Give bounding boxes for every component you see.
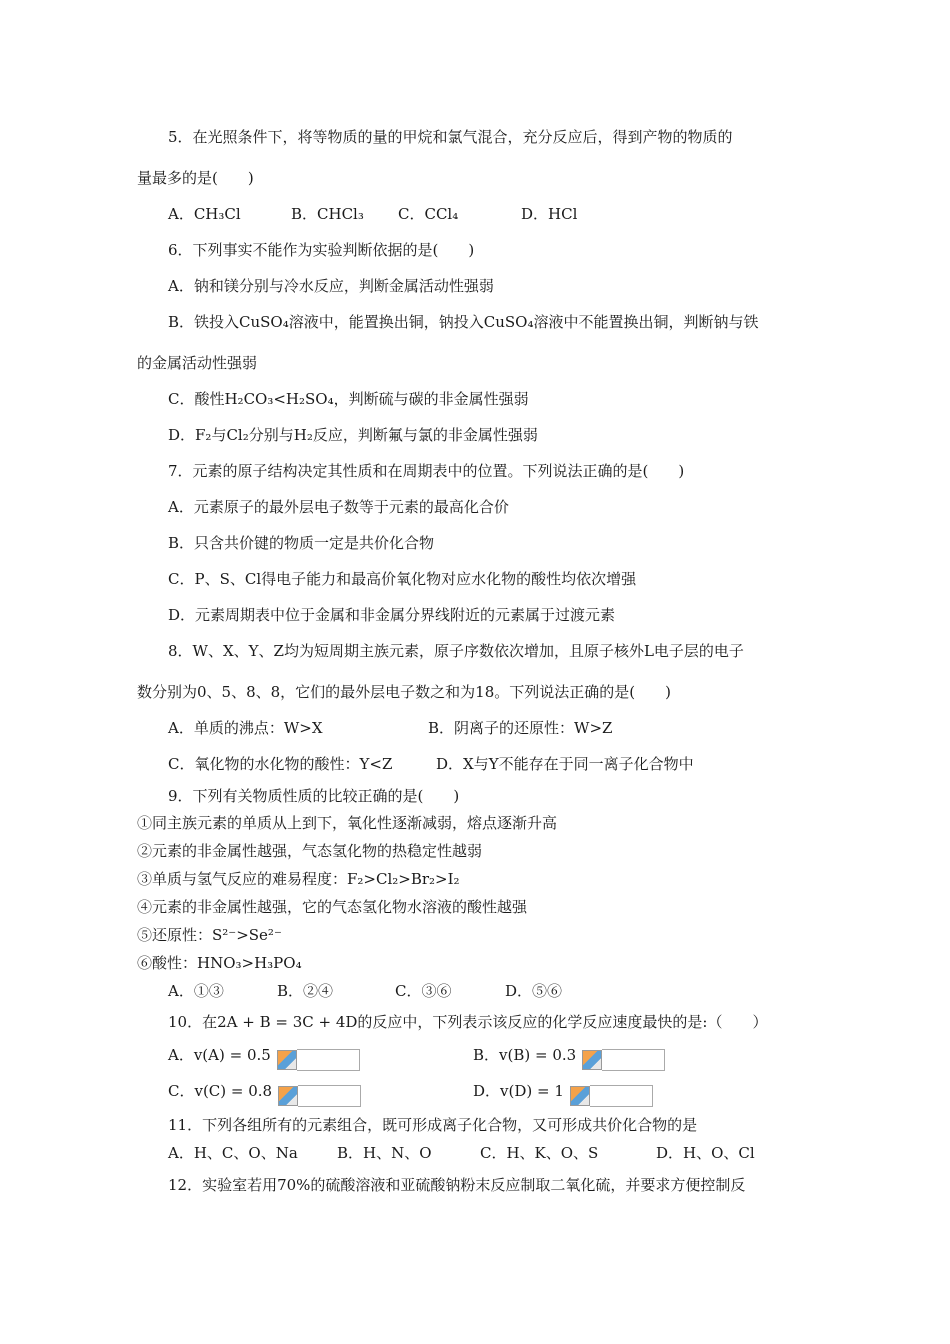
q5-stem-line2: 量最多的是( ) [137, 169, 254, 187]
q10-option-c [168, 1081, 361, 1107]
q8-option-d: D．X与Y不能存在于同一离子化合物中 [436, 755, 694, 773]
q5-stem-line1: 5．在光照条件下，将等物质的量的甲烷和氯气混合，充分反应后，得到产物的物质的 [168, 128, 733, 146]
q7-option-d: D．元素周期表中位于金属和非金属分界线附近的元素属于过渡元素 [168, 606, 616, 624]
q8-option-c: C．氧化物的水化物的酸性：Y<Z [168, 755, 393, 773]
q6-option-c: C．酸性H₂CO₃<H₂SO₄，判断硫与碳的非金属性强弱 [168, 390, 529, 408]
q11-option-a: A．H、C、O、Na [168, 1144, 298, 1162]
q6-option-b-line1: B．铁投入CuSO₄溶液中，能置换出铜，钠投入CuSO₄溶液中不能置换出铜，判断钠与铁 [168, 313, 759, 331]
q8-stem-line1: 8．W、X、Y、Z均为短周期主族元素，原子序数依次增加，且原子核外L电子层的电子 [168, 642, 744, 660]
q10-option-a-text: A．v(A) = 0.5 [168, 1046, 271, 1064]
q8-stem-line2: 数分别为0、5、8、8，它们的最外层电子数之和为18。下列说法正确的是( ) [137, 683, 671, 701]
q10-stem: 10．在2A + B = 3C + 4D的反应中，下列表示该反应的化学反应速度最快的是:（ ） [168, 1013, 768, 1031]
q10-option-d-text: D．v(D) = 1 [473, 1082, 564, 1100]
q5-option-d: D．HCl [521, 205, 578, 223]
q6-option-b-line2: 的金属活动性强弱 [137, 354, 258, 372]
q11-option-b: B．H、N、O [337, 1144, 432, 1162]
q8-option-b: B．阴离子的还原性：W>Z [428, 719, 613, 737]
q12-stem: 12．实验室若用70%的硫酸溶液和亚硫酸钠粉末反应制取二氧化硫，并要求方便控制反 [168, 1176, 746, 1194]
q9-statement-2: ②元素的非金属性越强，气态氢化物的热稳定性越弱 [137, 842, 483, 860]
broken-image-icon [277, 1049, 360, 1071]
q10-option-b-text: B．v(B) = 0.3 [473, 1046, 577, 1064]
q5-option-a: A．CH₃Cl [168, 205, 241, 223]
q9-statement-1: ①同主族元素的单质从上到下，氧化性逐渐减弱，熔点逐渐升高 [137, 814, 558, 832]
q8-option-a: A．单质的沸点：W>X [168, 719, 323, 737]
q6-option-d: D．F₂与Cl₂分别与H₂反应，判断氟与氯的非金属性强弱 [168, 426, 538, 444]
q11-option-c: C．H、K、O、S [480, 1144, 599, 1162]
q9-statement-3: ③单质与氢气反应的难易程度：F₂>Cl₂>Br₂>I₂ [137, 870, 460, 888]
q11-stem: 11．下列各组所有的元素组合，既可形成离子化合物，又可形成共价化合物的是 [168, 1116, 698, 1134]
q9-statement-5: ⑤还原性：S²⁻>Se²⁻ [137, 926, 282, 944]
q7-option-a: A．元素原子的最外层电子数等于元素的最高化合价 [168, 498, 509, 516]
q10-option-a [168, 1045, 360, 1071]
q7-stem: 7．元素的原子结构决定其性质和在周期表中的位置。下列说法正确的是( ) [168, 462, 685, 480]
q5-option-c: C．CCl₄ [398, 205, 459, 223]
q6-option-a: A．钠和镁分别与冷水反应，判断金属活动性强弱 [168, 277, 494, 295]
q10-option-b [473, 1045, 665, 1071]
broken-image-icon [570, 1085, 653, 1107]
q9-option-d: D．⑤⑥ [505, 982, 563, 1000]
q6-stem: 6．下列事实不能作为实验判断依据的是( ) [168, 241, 475, 259]
q9-option-c: C．③⑥ [395, 982, 452, 1000]
q9-option-b: B．②④ [277, 982, 334, 1000]
broken-image-icon [582, 1049, 665, 1071]
q9-stem: 9．下列有关物质性质的比较正确的是( ) [168, 787, 460, 805]
q11-option-d: D．H、O、Cl [656, 1144, 755, 1162]
q9-option-a: A．①③ [168, 982, 224, 1000]
q7-option-b: B．只含共价键的物质一定是共价化合物 [168, 534, 435, 552]
q7-option-c: C．P、S、Cl得电子能力和最高价氧化物对应水化物的酸性均依次增强 [168, 570, 637, 588]
q10-option-c-text: C．v(C) = 0.8 [168, 1082, 273, 1100]
q10-option-d [473, 1081, 653, 1107]
q9-statement-4: ④元素的非金属性越强，它的气态氢化物水溶液的酸性越强 [137, 898, 528, 916]
q9-statement-6: ⑥酸性：HNO₃>H₃PO₄ [137, 954, 302, 972]
q5-option-b: B．CHCl₃ [291, 205, 364, 223]
broken-image-icon [278, 1085, 361, 1107]
